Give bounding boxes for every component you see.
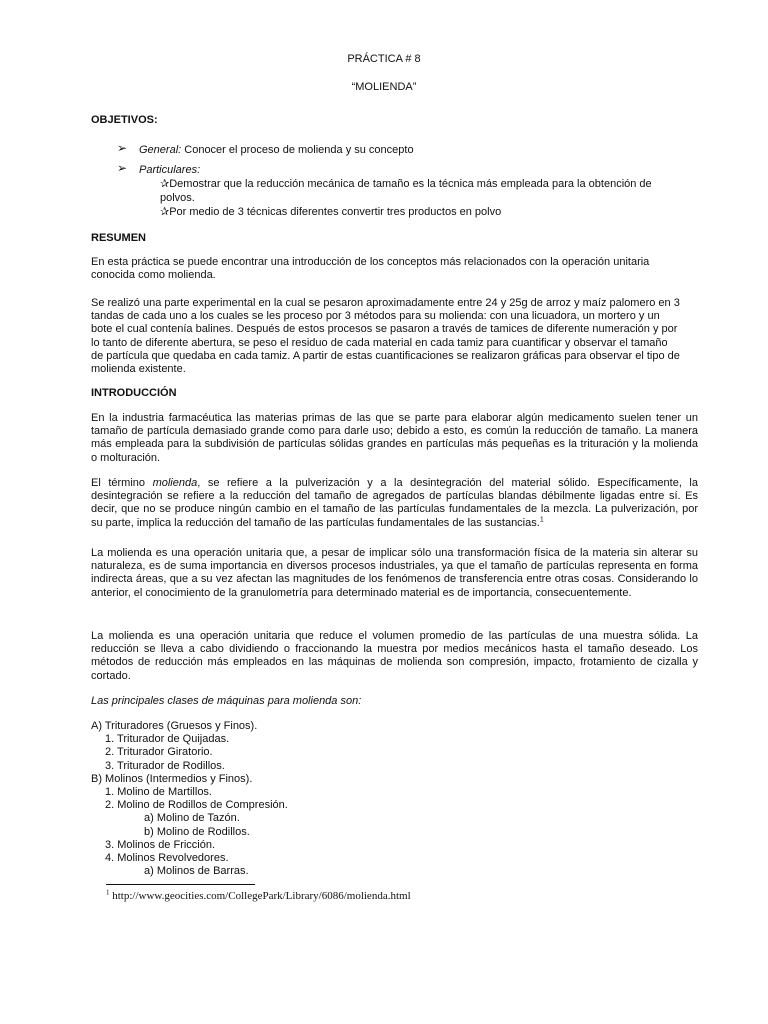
footnote-separator (106, 884, 255, 885)
resumen-paragraph-2 (91, 297, 698, 376)
list-item: 1. Molino de Martillos. (105, 786, 212, 799)
list-item: A) Trituradores (Gruesos y Finos). (91, 720, 258, 732)
list-item: b) Molino de Rodillos. (144, 825, 250, 838)
list-item: 3. Molinos de Fricción. (105, 838, 216, 851)
list-item: 3. Triturador de Rodillos. (105, 759, 225, 772)
introduccion-heading: INTRODUCCIÓN (91, 387, 177, 399)
text-line: bote el cual contenía balines. Después de estos procesos se pasaron a través de tamices de diferente numeración y por (91, 323, 678, 336)
general-label: General: (139, 144, 182, 156)
machine-list (91, 720, 698, 878)
arrow-bullet-icon: ➢ (117, 141, 128, 155)
list-item: 2. Triturador Giratorio. (105, 746, 213, 759)
list-item: B) Molinos (Intermedios y Finos). (91, 772, 253, 785)
arrow-bullet-icon: ➢ (117, 161, 128, 175)
resumen-paragraph-1 (91, 256, 698, 282)
page-title: PRÁCTICA # 8 (347, 53, 421, 65)
footnote-reference: 1 (539, 515, 544, 523)
text-line: tandas de cada uno a los cuales se les proceso por 3 métodos para su molienda: con una licuadora, un mortero y un (91, 310, 660, 323)
objetivos-heading: OBJETIVOS: (91, 114, 158, 126)
list-item: a) Molino de Tazón. (144, 812, 240, 825)
objetivo-particular-1: ✰Demostrar que la reducción mecánica de tamaño es la técnica más empleada para la obtención de (160, 178, 652, 190)
particulares-label: Particulares: (139, 164, 201, 176)
list-item: 4. Molinos Revolvedores. (105, 852, 229, 865)
text-line: de partícula que quedaba en cada tamiz. A partir de estas cuantificaciones se realizaron gráficas para observar el tipo de (91, 349, 680, 362)
objetivo-particular-1-cont: polvos. (160, 192, 195, 204)
introduccion-paragraph-4: La molienda es una operación unitaria que reduce el volumen promedio de las partículas de una muestra sólida. La reducción se lleva a cabo dividiendo o fraccionando la muestra por medios mecánicos hasta el tamaño deseado. Los métodos de reducción más empleados en las máquinas de molienda son compresión, impacto, frotamiento de cizalla y cortado. (91, 630, 698, 682)
introduccion-paragraph-1: En la industria farmacéutica las materias primas de las que se parte para elaborar algún medicamento suelen tener un tamaño de partícula demasiado grande como para darle uso; debido a esto, es común la reducción de tamaño. La manera más empleada para la subdivisión de partículas sólidas grandes en partículas más pequeñas es la trituración y la molienda o molturación. (91, 412, 698, 464)
introduccion-paragraph-3: La molienda es una operación unitaria que, a pesar de implicar sólo una transformación física de la materia sin alterar su naturaleza, es de suma importancia en diversos procesos industriales, ya que el tamaño de partículas representa en forma indirecta áreas, que a su vez afectan las magnitudes de los fenómenos de transferencia entre otras cosas. Considerando lo anterior, el conocimiento de la granulometría para determinado material es de importancia, consecuentemente. (91, 547, 698, 599)
list-item: 2. Molino de Rodillos de Compresión. (105, 799, 288, 812)
list-item: 1. Triturador de Quijadas. (105, 733, 230, 746)
text-span: , se refiere a la pulverización y a la desintegración del material sólido. Específicamente, la desintegración se refiere a la reducción del tamaño de agregados de partículas blandas débilmente ligadas entre sí. Es decir, que no se produce ningún cambio en el tamaño de las partículas fundamentales de la mezcla. La pulverización, por su parte, implica la reducción del tamaño de las partículas fundamentales de las sustancias. (91, 477, 698, 529)
footnote-mark: 1 (106, 888, 110, 897)
text-line: conocida como molienda. (91, 269, 216, 282)
clases-heading: Las principales clases de máquinas para molienda son: (91, 695, 362, 707)
footnote-url: http://www.geocities.com/CollegePark/Library/6086/molienda.html (109, 890, 411, 902)
resumen-heading: RESUMEN (91, 232, 147, 244)
footnote (106, 890, 706, 903)
text-line: molienda existente. (91, 363, 186, 376)
term-molienda: molienda (152, 477, 198, 489)
text-line: En esta práctica se puede encontrar una introducción de los conceptos más relacionados con la operación unitaria (91, 256, 650, 268)
general-text: Conocer el proceso de molienda y su concepto (181, 144, 414, 156)
text-span: El término (91, 477, 153, 489)
objetivo-general (139, 144, 699, 157)
page-subtitle: “MOLIENDA” (351, 81, 417, 93)
text-line: lo tanto de diferente abertura, se peso el residuo de cada material en cada tamiz para cuantificar y observar el tamaño (91, 336, 668, 349)
objetivo-particular-2: ✰Por medio de 3 técnicas diferentes convertir tres productos en polvo (160, 206, 502, 218)
list-item: a) Molinos de Barras. (144, 865, 249, 878)
introduccion-paragraph-2 (91, 477, 698, 530)
text-line: Se realizó una parte experimental en la cual se pesaron aproximadamente entre 24 y 25g de arroz y maíz palomero en 3 (91, 297, 680, 309)
